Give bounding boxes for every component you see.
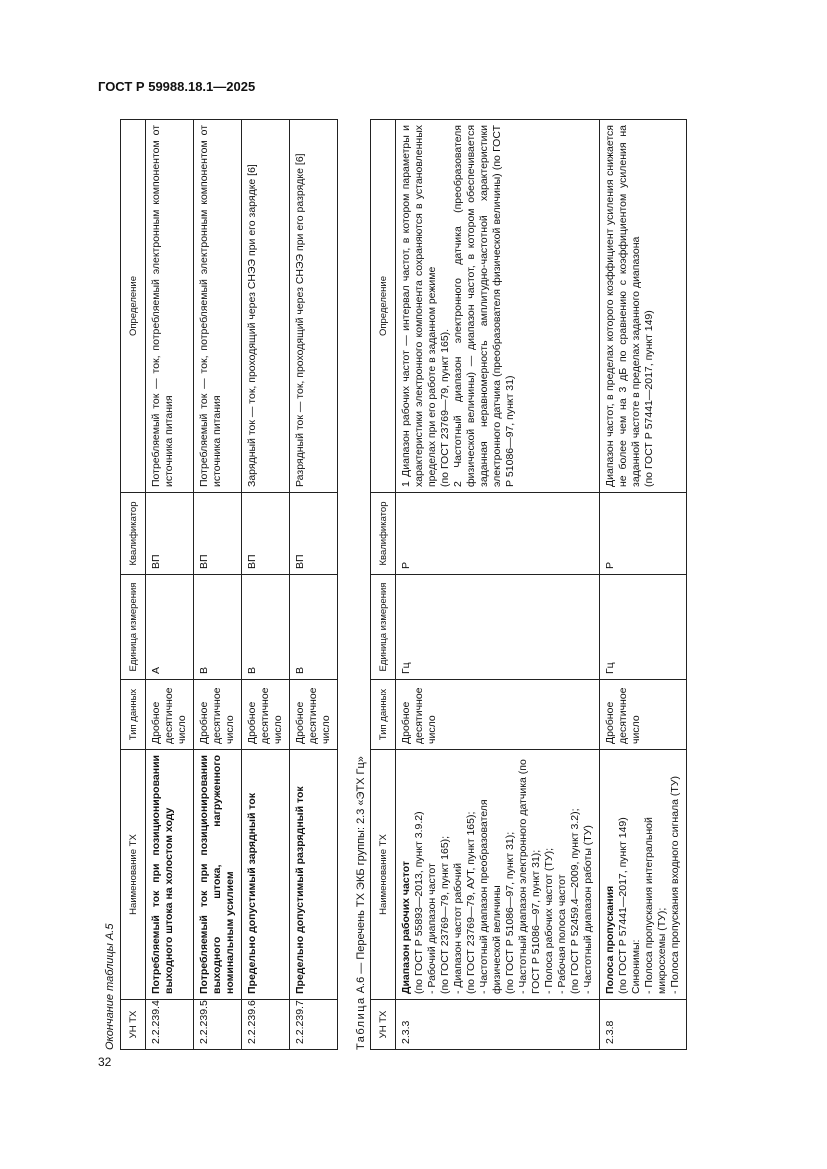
cell-characteristic-name: [396, 750, 600, 1000]
cell-data-type: Дробное десятичное число: [194, 680, 242, 750]
column-header: Наименование ТХ: [371, 750, 396, 1000]
name-line: Синонимы:: [630, 939, 642, 994]
table-a5-caption: Окончание таблицы А.5: [104, 923, 116, 1050]
cell-unit: В: [194, 575, 242, 680]
cell-qualifier: Р: [600, 493, 687, 575]
column-header: Определение: [121, 120, 146, 493]
cell-qualifier: ВП: [146, 493, 194, 575]
table-row: [146, 120, 194, 1050]
cell-qualifier: Р: [396, 493, 600, 575]
table-a6-caption-prefix: Таблица: [355, 996, 367, 1050]
cell-definition: [600, 120, 687, 493]
column-header: Единица измерения: [371, 575, 396, 680]
name-line: - Частотный диапазон преобразователя: [478, 799, 490, 994]
cell-data-type: Дробное десятичное число: [396, 680, 600, 750]
cell-definition: Потребляемый ток — ток, потребляемый электронным компонентом от источника питания: [146, 120, 194, 493]
column-header: Квалификатор: [371, 493, 396, 575]
table-row: [194, 120, 242, 1050]
cell-un-code: 2.2.239.5: [194, 1000, 242, 1050]
cell-characteristic-name: Предельно допустимый разрядный ток: [290, 750, 338, 1000]
cell-unit: В: [242, 575, 290, 680]
cell-definition: Зарядный ток — ток, проходящий через СНЭЭ при его зарядке [6]: [242, 120, 290, 493]
cell-definition: [396, 120, 600, 493]
name-line: - Полоса пропускания входного сигнала (ТУ): [669, 775, 681, 994]
table-a6-caption: [356, 756, 367, 1050]
cell-un-code: 2.2.239.7: [290, 1000, 338, 1050]
definition-line: (по ГОСТ 23769—79, пункт 165).: [439, 328, 451, 487]
definition-line: (по ГОСТ Р 57441—2017, пункт 149): [643, 310, 655, 487]
name-line: - Частотный диапазон работы (ТУ): [582, 825, 594, 994]
cell-characteristic-name: Предельно допустимый зарядный ток: [242, 750, 290, 1000]
name-line: (по ГОСТ Р 52459.4—2009, пункт 3.2);: [569, 808, 581, 994]
name-line: - Полоса рабочих частот (ТУ);: [543, 847, 555, 994]
name-line: - Рабочая полоса частот: [556, 874, 568, 994]
cell-unit: Гц: [396, 575, 600, 680]
document-code-header: ГОСТ Р 59988.18.1—2025: [98, 79, 256, 94]
table-a6-caption-title: А.6 — Перечень ТХ ЭКБ группы: 2.3 «ЭТХ Гц»: [355, 756, 367, 994]
definition-line: Диапазон частот, в пределах которого коэффициент усиления снижается не более чем на 3 дБ по сравнению с коэффициентом усиления на заданной частоте в пределах заданного диапазона: [604, 125, 642, 487]
cell-characteristic-name: Потребляемый ток при позиционировании выходного штока, нагруженного номинальным усилием: [194, 750, 242, 1000]
table-row: [396, 120, 600, 1050]
name-line: - Диапазон частот рабочий: [452, 863, 464, 994]
table-a6: [370, 119, 687, 1050]
cell-unit: Гц: [600, 575, 687, 680]
cell-characteristic-name: [600, 750, 687, 1000]
rotated-landscape-content: [105, 10, 795, 1050]
cell-un-code: 2.2.239.4: [146, 1000, 194, 1050]
page-number: 32: [98, 1055, 112, 1069]
definition-line: 1 Диапазон рабочих частот — интервал частот, в котором параметры и характеристики электронного компонента сохраняются в установленных пределах при его работе в заданном режиме: [400, 125, 438, 487]
cell-definition: Разрядный ток — ток, проходящий через СНЭЭ при его разрядке [6]: [290, 120, 338, 493]
name-line: - Рабочий диапазон частот: [426, 863, 438, 994]
cell-data-type: Дробное десятичное число: [600, 680, 687, 750]
name-line: (по ГОСТ Р 57441—2017, пункт 149): [617, 817, 629, 994]
table-row: [290, 120, 338, 1050]
definition-line: 2 Частотный диапазон электронного датчика (преобразователя физической величины) — диапазон частот, в котором обеспечивается заданная неравномерность амплитудно-частотной характеристики электронного датчика (преобразователя физической величины) (по ГОСТ Р 51086—97, пункт 31): [452, 125, 516, 487]
name-line: (по ГОСТ Р 55893—2013, пункт 3.9.2): [413, 811, 425, 994]
column-header: Квалификатор: [121, 493, 146, 575]
table-row: [242, 120, 290, 1050]
cell-unit: А: [146, 575, 194, 680]
name-line: (по ГОСТ 23769—79, АУТ, пункт 165);: [465, 811, 477, 994]
table-row: [600, 120, 687, 1050]
cell-characteristic-name: Потребляемый ток при позиционировании выходного штока на холостом ходу: [146, 750, 194, 1000]
column-header: Определение: [371, 120, 396, 493]
column-header: Наименование ТХ: [121, 750, 146, 1000]
cell-qualifier: ВП: [242, 493, 290, 575]
name-line: Полоса пропускания: [604, 885, 616, 994]
column-header: УН ТХ: [121, 1000, 146, 1050]
column-header: Тип данных: [121, 680, 146, 750]
name-line: (по ГОСТ Р 51086—97, пункт 31);: [504, 831, 516, 994]
column-header: Тип данных: [371, 680, 396, 750]
cell-un-code: 2.3.8: [600, 1000, 687, 1050]
cell-data-type: Дробное десятичное число: [146, 680, 194, 750]
name-line: физической величины: [491, 885, 503, 994]
name-line: - Полоса пропускания интегральной микросхемы (ТУ);: [643, 817, 668, 994]
column-header: Единица измерения: [121, 575, 146, 680]
column-header: УН ТХ: [371, 1000, 396, 1050]
table-a5: [120, 119, 338, 1050]
cell-un-code: 2.2.239.6: [242, 1000, 290, 1050]
name-line: - Частотный диапазон электронного датчика (по ГОСТ Р 51086—97, пункт 31);: [517, 759, 542, 994]
cell-unit: В: [290, 575, 338, 680]
cell-un-code: 2.3.3: [396, 1000, 600, 1050]
cell-qualifier: ВП: [194, 493, 242, 575]
cell-data-type: Дробное десятичное число: [290, 680, 338, 750]
cell-qualifier: ВП: [290, 493, 338, 575]
name-line: (по ГОСТ 23769—79, пункт 165);: [439, 835, 451, 994]
cell-data-type: Дробное десятичное число: [242, 680, 290, 750]
cell-definition: Потребляемый ток — ток, потребляемый электронным компонентом от источника питания: [194, 120, 242, 493]
name-line: Диапазон рабочих частот: [400, 861, 412, 994]
